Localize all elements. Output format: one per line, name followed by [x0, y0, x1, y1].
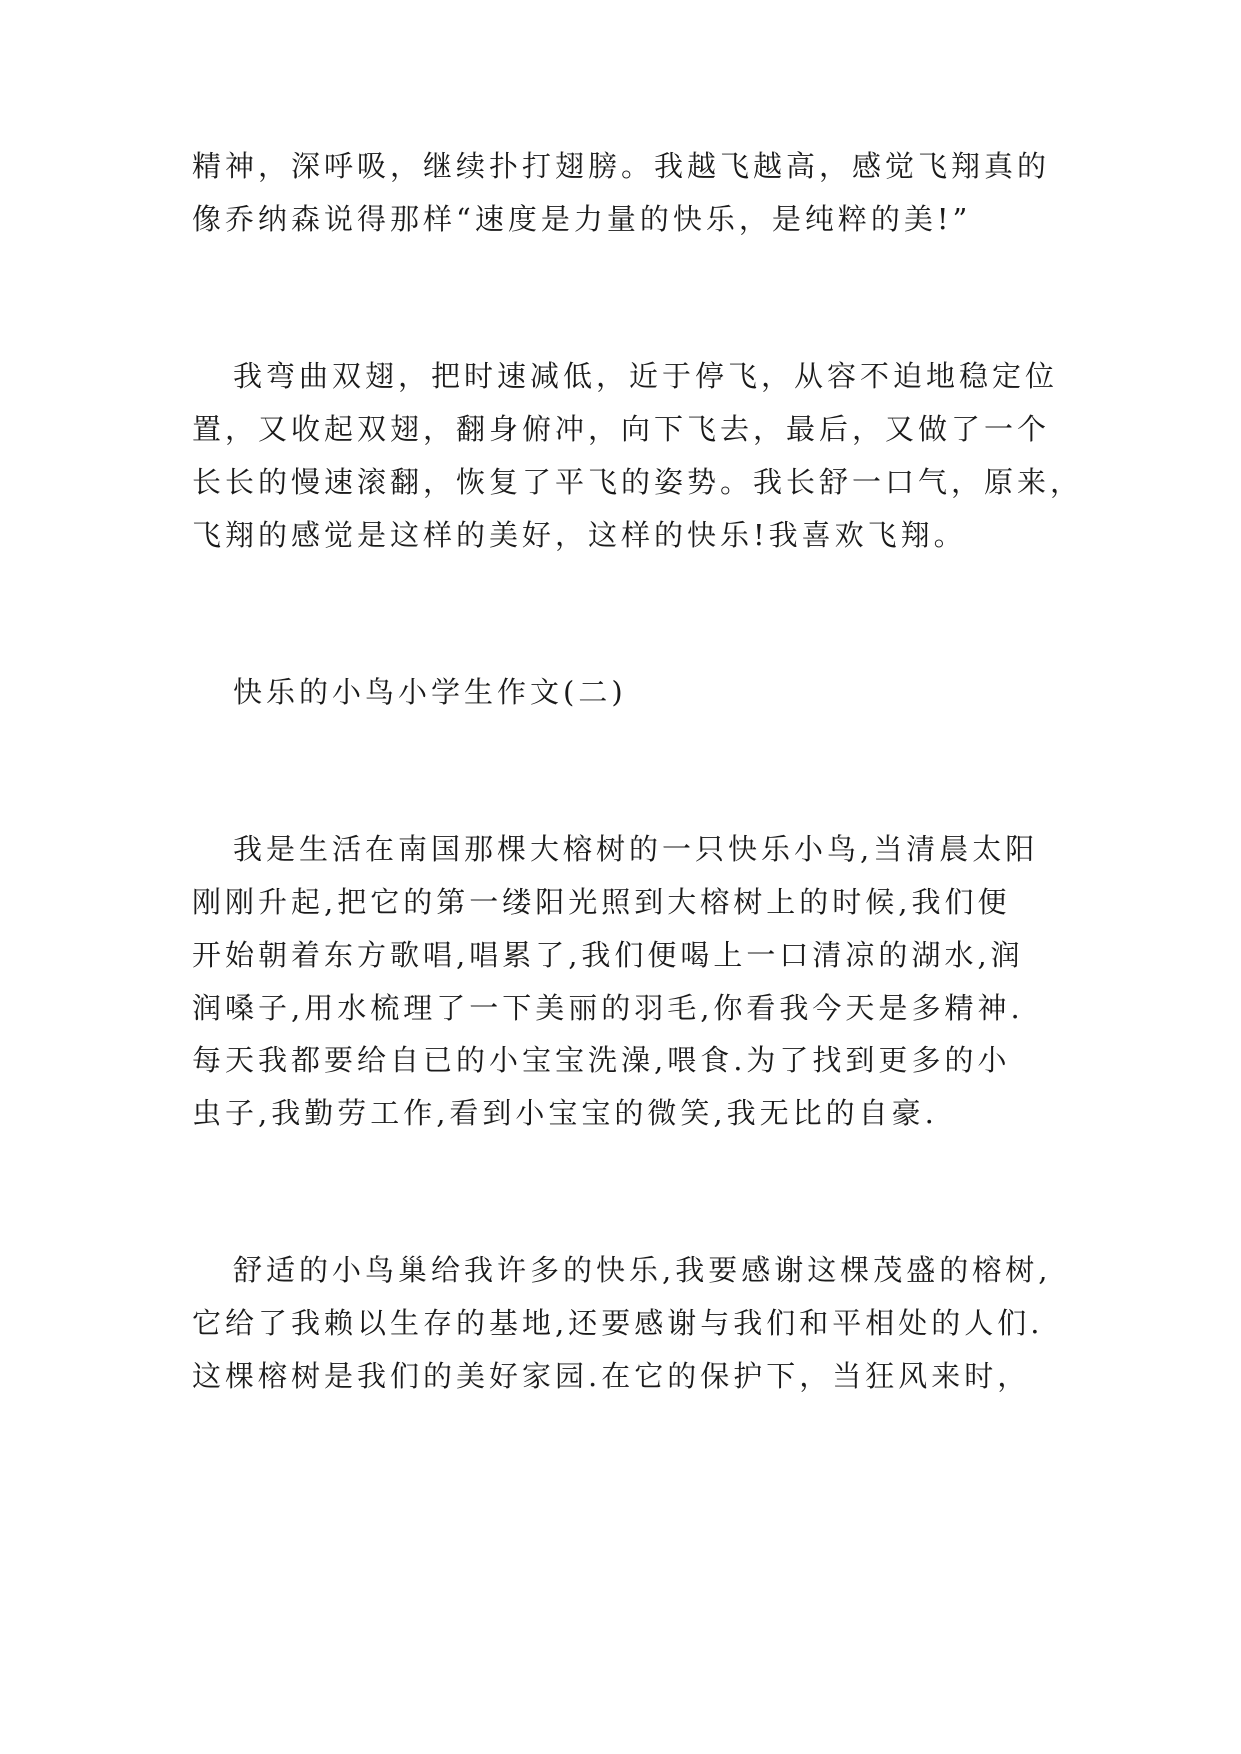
paragraph-2-line-2: 置，又收起双翅，翻身俯冲，向下飞去，最后，又做了一个 — [192, 412, 1051, 446]
paragraph-3-line-2: 刚刚升起,把它的第一缕阳光照到大榕树上的时候,我们便 — [192, 885, 1011, 919]
paragraph-3-line-4: 润嗓子,用水梳理了一下美丽的羽毛,你看我今天是多精神. — [192, 991, 1024, 1025]
paragraph-4-line-1: 舒适的小鸟巢给我许多的快乐,我要感谢这棵茂盛的榕树, — [233, 1253, 1052, 1287]
paragraph-3-line-3: 开始朝着东方歌唱,唱累了,我们便喝上一口清凉的湖水,润 — [192, 938, 1024, 972]
paragraph-4-line-3: 这棵榕树是我们的美好家园.在它的保护下，当狂风来时， — [192, 1359, 1031, 1393]
paragraph-3-line-6: 虫子,我勤劳工作,看到小宝宝的微笑,我无比的自豪. — [192, 1096, 938, 1130]
paragraph-3-line-1: 我是生活在南国那棵大榕树的一只快乐小鸟,当清晨太阳 — [233, 832, 1039, 866]
paragraph-1-line-1: 精神，深呼吸，继续扑打翅膀。我越飞越高，感觉飞翔真的 — [192, 149, 1051, 183]
paragraph-4-line-2: 它给了我赖以生存的基地,还要感谢与我们和平相处的人们. — [192, 1306, 1044, 1340]
paragraph-2-line-1: 我弯曲双翅，把时速减低，近于停飞，从容不迫地稳定位 — [233, 359, 1059, 393]
paragraph-2-line-3: 长长的慢速滚翻，恢复了平飞的姿势。我长舒一口气，原来， — [192, 465, 1084, 499]
section-title: 快乐的小鸟小学生作文(二) — [233, 675, 627, 709]
paragraph-2-line-4: 飞翔的感觉是这样的美好，这样的快乐!我喜欢飞翔。 — [192, 518, 967, 552]
paragraph-3-line-5: 每天我都要给自已的小宝宝洗澡,喂食.为了找到更多的小 — [192, 1043, 1011, 1077]
paragraph-1-line-2: 像乔纳森说得那样“速度是力量的快乐，是纯粹的美!” — [192, 202, 972, 236]
